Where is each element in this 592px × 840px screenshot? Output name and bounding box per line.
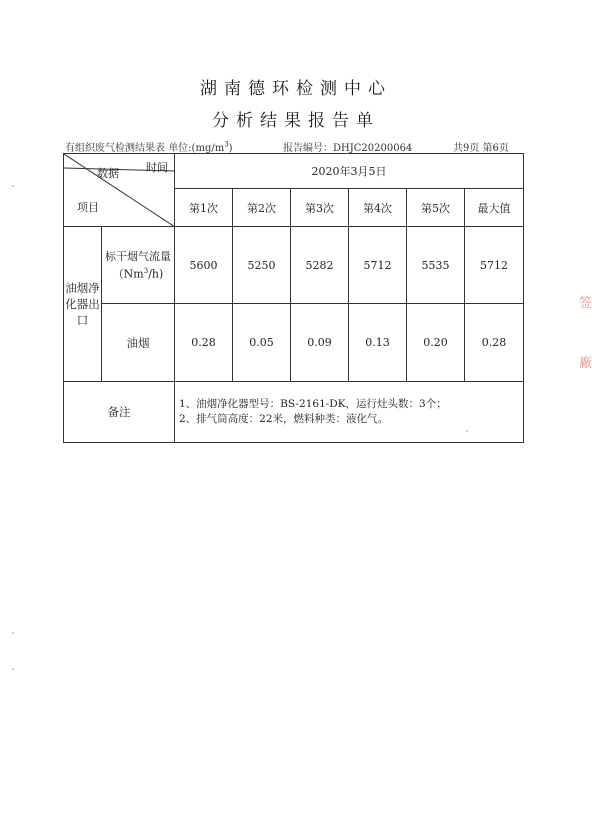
row-label-oil-fume: 油烟 bbox=[102, 304, 175, 382]
table-name-and-unit bbox=[65, 139, 233, 154]
col-header-2: 第2次 bbox=[233, 189, 291, 227]
flow-value-4: 5712 bbox=[349, 227, 407, 304]
table-name: 有组织废气检测结果表 bbox=[65, 143, 165, 154]
row-label-flow bbox=[102, 227, 175, 304]
report-number: 报告编号：DHJC20200064 bbox=[283, 143, 413, 154]
col-header-4: 第4次 bbox=[349, 189, 407, 227]
report-title: 分析结果报告单 bbox=[212, 111, 380, 131]
oil-value-1: 0.28 bbox=[175, 304, 233, 382]
side-stamp-mark-2: 廠 bbox=[578, 356, 592, 371]
flow-value-2: 5250 bbox=[233, 227, 291, 304]
unit-end: ) bbox=[228, 143, 233, 154]
side-stamp-mark-1: 签 bbox=[578, 296, 592, 311]
flow-value-3: 5282 bbox=[291, 227, 349, 304]
org-name: 湖南德环检测中心 bbox=[200, 79, 392, 99]
oil-value-4: 0.13 bbox=[349, 304, 407, 382]
oil-value-2: 0.05 bbox=[233, 304, 291, 382]
oil-value-5: 0.20 bbox=[407, 304, 465, 382]
col-header-5: 第5次 bbox=[407, 189, 465, 227]
results-table bbox=[63, 153, 524, 443]
remark-line-2: 2、排气筒高度：22米，燃料种类：液化气。 bbox=[179, 413, 389, 425]
remark-content bbox=[175, 382, 524, 443]
header-data-label: 数据 bbox=[97, 167, 119, 180]
date-header: 2020年3月5日 bbox=[175, 154, 524, 189]
flow-unit-sup: 3 bbox=[143, 266, 149, 275]
oil-value-max: 0.28 bbox=[465, 304, 524, 382]
scan-speck bbox=[12, 668, 14, 670]
scan-speck bbox=[12, 185, 14, 187]
col-header-3: 第3次 bbox=[291, 189, 349, 227]
remark-line-1: 1、油烟净化器型号：BS-2161-DK，运行灶头数：3个； bbox=[179, 398, 447, 410]
diagonal-header-cell bbox=[64, 154, 175, 227]
remark-label: 备注 bbox=[64, 382, 175, 443]
flow-value-max: 5712 bbox=[465, 227, 524, 304]
flow-label: 标干烟气流量 bbox=[105, 249, 171, 263]
scan-speck bbox=[12, 632, 14, 634]
flow-unit bbox=[102, 264, 174, 282]
flow-value-1: 5600 bbox=[175, 227, 233, 304]
header-time-label: 时间 bbox=[146, 161, 168, 174]
flow-unit-end: /h) bbox=[148, 267, 164, 281]
flow-value-5: 5535 bbox=[407, 227, 465, 304]
col-header-1: 第1次 bbox=[175, 189, 233, 227]
page-count: 共9页 第6页 bbox=[453, 143, 509, 154]
unit-label: 单位:(mg/m bbox=[168, 143, 225, 154]
location-cell: 油烟净化器出口 bbox=[64, 227, 102, 382]
flow-unit-start: （Nm bbox=[112, 267, 144, 281]
col-header-max: 最大值 bbox=[465, 189, 524, 227]
scan-speck bbox=[466, 430, 468, 432]
oil-value-3: 0.09 bbox=[291, 304, 349, 382]
unit-superscript: 3 bbox=[224, 140, 229, 149]
header-item-label: 项目 bbox=[77, 201, 99, 214]
